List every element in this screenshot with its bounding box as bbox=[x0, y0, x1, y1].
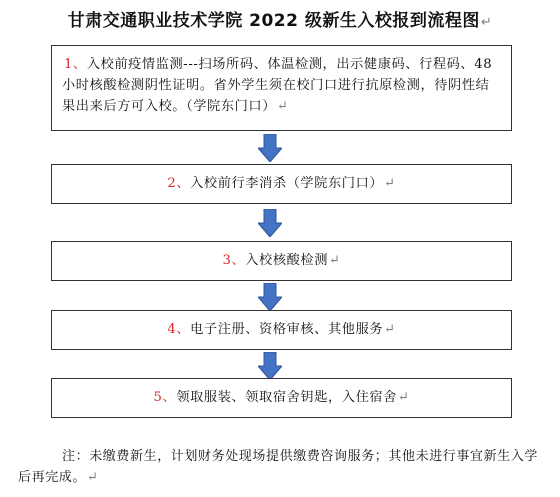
down-arrow-icon bbox=[258, 352, 282, 380]
step-number-2: 2、 bbox=[167, 176, 191, 191]
step-box-3 bbox=[51, 241, 512, 281]
down-arrow-icon bbox=[258, 209, 282, 237]
step-box-5 bbox=[51, 378, 512, 418]
paragraph-mark-icon: ↵ bbox=[480, 15, 493, 30]
step-number-3: 3、 bbox=[222, 253, 246, 268]
footnote bbox=[18, 446, 548, 488]
step-number-5: 5、 bbox=[153, 390, 177, 405]
paragraph-mark-icon: ↵ bbox=[397, 390, 410, 405]
step-text-4: 电子注册、资格审核、其他服务 bbox=[190, 322, 384, 337]
step-number-1: 1、 bbox=[64, 57, 87, 72]
paragraph-mark-icon: ↵ bbox=[329, 253, 341, 268]
down-arrow-icon bbox=[258, 283, 282, 311]
step-text-3: 入校核酸检测 bbox=[245, 253, 328, 268]
step-box-4 bbox=[51, 310, 512, 350]
paragraph-mark-icon: ↵ bbox=[384, 176, 396, 191]
title-text: 甘肃交通职业技术学院 2022 级新生入校报到流程图 bbox=[67, 11, 480, 31]
step-text-1: 入校前疫情监测---扫场所码、体温检测，出示健康码、行程码、48 小时核酸检测阴性证明。省外学生须在校门口进行抗原检测，待阴性结果出来后方可入校。（学院东门口） bbox=[62, 57, 493, 114]
step-box-2 bbox=[51, 164, 512, 204]
step-number-4: 4、 bbox=[167, 322, 191, 337]
step-text-2: 入校前行李消杀（学院东门口） bbox=[190, 176, 384, 191]
paragraph-mark-icon: ↵ bbox=[277, 99, 289, 114]
down-arrow-icon bbox=[258, 134, 282, 162]
step-text-5: 领取服装、领取宿舍钥匙，入住宿舍 bbox=[176, 390, 397, 405]
page-title bbox=[0, 6, 560, 31]
footnote-text: 注：未缴费新生，计划财务处现场提供缴费咨询服务；其他未进行事宜新生入学后再完成。 bbox=[18, 449, 539, 485]
paragraph-mark-icon: ↵ bbox=[87, 470, 99, 485]
paragraph-mark-icon: ↵ bbox=[384, 322, 396, 337]
step-box-1 bbox=[51, 45, 512, 131]
